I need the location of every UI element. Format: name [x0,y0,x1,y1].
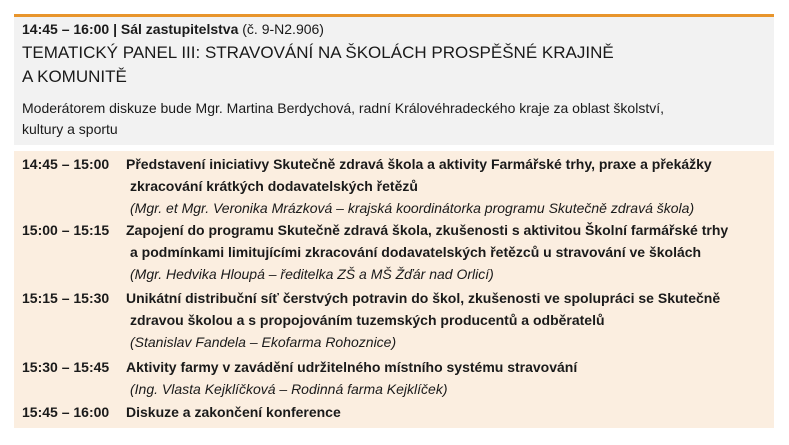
item-speaker: (Ing. Vlasta Kejklíčková – Rodinná farma Kejklíček) [130,381,448,397]
item-time: 15:15 – 15:30 [22,290,110,306]
item-desc-line2: zdravou školou a s propojováním tuzemských producentů a odběratelů [130,312,605,328]
item-description [126,401,766,423]
item-description [126,153,766,219]
panel-header [14,17,774,145]
moderator-line1: Moderátorem diskuze bude Mgr. Martina Berdychová, radní Královéhradeckého kraje za oblast školství, [22,100,664,116]
panel-title-line2: A KOMUNITĚ [22,67,127,86]
item-description [126,219,766,285]
moderator-line2: kultury a sportu [22,121,118,137]
time-room: 14:45 – 16:00 | Sál zastupitelstva [22,21,239,37]
item-description [126,287,766,353]
item-description [126,356,766,400]
panel-title [22,41,762,89]
time-room-line [22,19,324,39]
room-code: (č. 9-N2.906) [242,21,324,37]
item-time: 15:00 – 15:15 [22,222,110,238]
item-speaker: (Mgr. et Mgr. Veronika Mrázková – krajská koordinátorka programu Skutečně zdravá škola) [130,200,695,216]
item-desc-line2: a podmínkami limitujícími zkracování dodavatelských řetězců u stravování ve školách [130,244,702,260]
item-time: 15:30 – 15:45 [22,359,110,375]
item-desc-line1: Představení iniciativy Skutečně zdravá škola a aktivity Farmářské trhy, praxe a překážky [126,156,712,172]
item-desc-line1: Unikátní distribuční síť čerstvých potravin do škol, zkušenosti ve spolupráci se Skutečně [126,290,721,306]
item-desc-line2: zkracování krátkých dodavatelských řetězů [130,178,418,194]
item-desc-line1: Zapojení do programu Skutečně zdravá škola, zkušenosti s aktivitou Školní farmářské trhy [126,222,729,238]
program-list [14,151,774,428]
panel-title-line1: TEMATICKÝ PANEL III: STRAVOVÁNÍ NA ŠKOLÁCH PROSPĚŠNÉ KRAJINĚ [22,43,614,62]
item-time: 15:45 – 16:00 [22,404,110,420]
item-speaker: (Stanislav Fandela – Ekofarma Rohoznice) [130,334,397,350]
item-speaker: (Mgr. Hedvika Hloupá – ředitelka ZŠ a MŠ Žďár nad Orlicí) [130,266,494,282]
item-desc-line1: Diskuze a zakončení konference [126,404,341,420]
moderator-note [22,98,770,140]
item-desc-line1: Aktivity farmy v zavádění udržitelného místního systému stravování [126,359,578,375]
item-time: 14:45 – 15:00 [22,156,110,172]
